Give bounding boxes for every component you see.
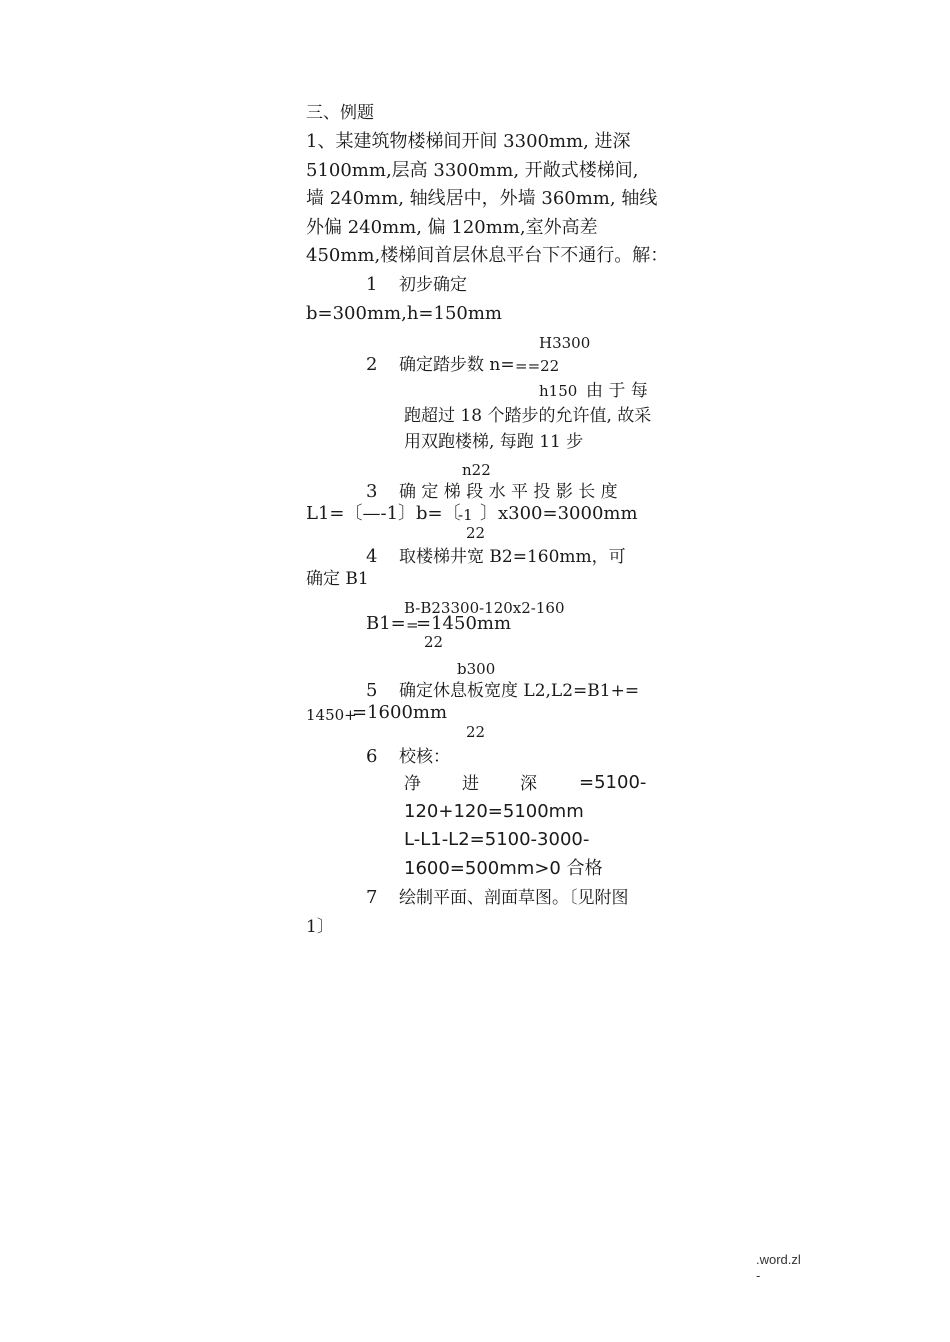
step-7-text-2: 1〕: [306, 917, 334, 937]
step-2-denominator: h150: [539, 382, 578, 400]
step-6-title: 校核：: [399, 747, 450, 767]
step-1-result: b=300mm,h=150mm: [306, 303, 502, 324]
step-5-denominator: 22: [466, 723, 486, 741]
step-6-line-3: L-L1-L2=5100-3000-: [404, 829, 590, 850]
step-6-number: 6: [366, 746, 378, 767]
step-6-line-1c: 深: [520, 774, 537, 794]
step-4-numerator: B-B23300-120x2-160: [404, 599, 565, 617]
step-2-note-2: 跑超过 18 个踏步的允许值, 故采: [404, 406, 652, 426]
problem-line-3: 墙 240mm, 轴线居中，外墙 360mm, 轴线: [306, 188, 658, 209]
step-7-number: 7: [366, 887, 378, 908]
step-6-line-2: 120+120=5100mm: [404, 801, 584, 822]
step-6-line-4: 1600=500mm>0 合格: [404, 858, 603, 879]
step-2-numerator: H3300: [539, 334, 591, 352]
footer-dash: -: [756, 1268, 761, 1283]
step-6-line-1d: =5100-: [579, 772, 647, 793]
problem-line-1: 1、某建筑物楼梯间开间 3300mm, 进深: [306, 131, 631, 152]
step-2-equation: ==22: [515, 357, 560, 375]
step-6-line-1b: 进: [462, 774, 479, 794]
step-7-text: 绘制平面、剖面草图。〔见附图: [399, 888, 629, 908]
step-4-formula-a: B1=: [366, 613, 406, 634]
step-5-text: 确定休息板宽度 L2,L2=B1+=: [399, 681, 640, 701]
section-title: 三、例题: [306, 103, 374, 123]
problem-line-2: 5100mm,层高 3300mm, 开敞式楼梯间,: [306, 160, 639, 181]
step-3-title: 确 定 梯 段 水 平 投 影 长 度: [399, 482, 618, 502]
step-3-formula-a: L1=〔—-1〕b=〔: [306, 503, 461, 524]
step-1-number: 1: [366, 274, 378, 295]
step-2-note-1: 由 于 每: [586, 381, 648, 401]
footer-label: .word.zl: [756, 1252, 801, 1267]
step-4-number: 4: [366, 546, 378, 567]
step-5-number: 5: [366, 680, 378, 701]
problem-line-5: 450mm,楼梯间首层休息平台下不通行。解：: [306, 245, 669, 266]
step-4-denominator: 22: [424, 633, 444, 651]
step-2-text: 确定踏步数 n=: [399, 355, 515, 375]
step-3-denominator: 22: [466, 524, 486, 542]
step-4-formula-b: =: [406, 616, 419, 634]
step-3-number: 3: [366, 481, 378, 502]
step-4-text-2: 确定 B1: [306, 569, 369, 589]
step-3-formula-b: -1: [458, 506, 473, 524]
step-5-formula-a: 1450+: [306, 706, 357, 724]
step-3-numerator: n22: [462, 461, 491, 479]
problem-line-4: 外偏 240mm, 偏 120mm,室外高差: [306, 217, 598, 238]
step-6-line-1a: 净: [404, 774, 421, 794]
step-2-number: 2: [366, 354, 378, 375]
step-4-text: 取楼梯井宽 B2=160mm，可: [399, 547, 626, 567]
step-4-formula-c: =1450mm: [416, 613, 512, 634]
step-5-numerator: b300: [457, 660, 496, 678]
step-1-title: 初步确定: [399, 275, 467, 295]
step-5-formula-b: =1600mm: [352, 702, 448, 723]
step-2-note-3: 用双跑楼梯, 每跑 11 步: [404, 432, 584, 452]
step-3-formula-c: 〕x300=3000mm: [480, 503, 638, 524]
